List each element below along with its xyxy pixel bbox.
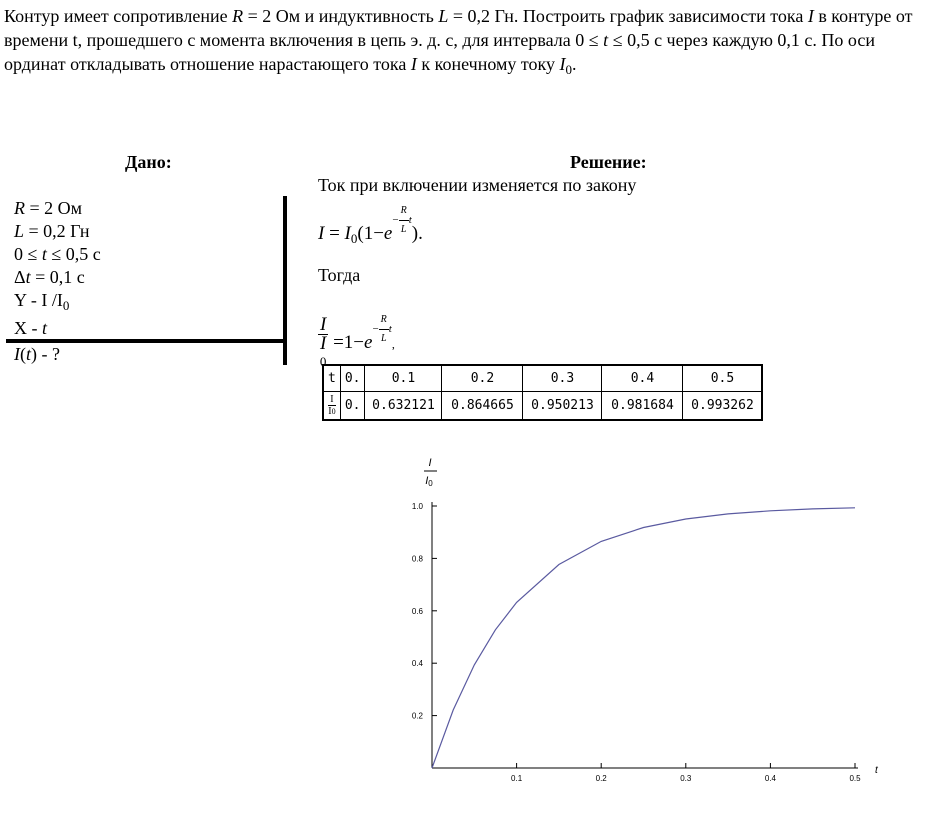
- table-head-ratio: [323, 392, 340, 421]
- table-cell: 0.632121: [365, 392, 442, 421]
- problem-text: Контур имеет сопротивление: [4, 6, 233, 26]
- y-axis-label: [424, 457, 437, 488]
- x-tick-label: 0.1: [511, 774, 523, 783]
- given-line: [14, 266, 101, 289]
- formula-symbol: I: [344, 223, 351, 245]
- y-tick-label: 0.2: [411, 711, 423, 721]
- formula-symbol: (1−: [357, 223, 384, 245]
- var-I: I: [14, 344, 20, 364]
- given-value: = 0,2 Гн: [24, 221, 90, 241]
- formula-symbol: I: [318, 223, 325, 245]
- frac-num: I: [320, 314, 327, 335]
- table-cell: 0.2: [442, 365, 523, 392]
- y-tick-label: 0.6: [411, 606, 423, 616]
- current-curve: [432, 508, 855, 768]
- given-value: Δ: [14, 267, 26, 287]
- given-line: [14, 220, 101, 243]
- subscript: 0: [331, 407, 336, 416]
- formula-symbol: I: [320, 333, 327, 354]
- current-ratio-chart: [380, 450, 900, 800]
- formula-symbol: =: [324, 223, 345, 245]
- table-head-t: t: [323, 365, 340, 392]
- exp-var: t: [408, 214, 412, 227]
- formula-ratio: [318, 313, 395, 371]
- table-cell: 0.5: [683, 365, 763, 392]
- problem-text: .: [572, 54, 577, 74]
- problem-text: ≤ 0,5 с через каждую 0,1 с. По оси ординат откладывать отношение нарастающего тока: [4, 30, 875, 74]
- given-value: 0 ≤: [14, 244, 42, 264]
- given-list: [14, 197, 101, 340]
- y-tick-label: 0.8: [411, 554, 423, 564]
- var-R: R: [232, 6, 244, 26]
- table-cell: 0.950213: [523, 392, 602, 421]
- solution-then: Тогда: [318, 265, 361, 285]
- problem-text: = 0,2 Гн. Построить график зависимости тока: [448, 6, 808, 26]
- var-L: L: [438, 6, 449, 26]
- given-value: ≤ 0,5 с: [46, 244, 101, 264]
- exponent: [372, 313, 392, 344]
- subscript: 0: [319, 354, 327, 369]
- exponent-sign: −: [392, 214, 399, 227]
- ratio-fraction: [318, 316, 328, 371]
- formula-current-law: [318, 205, 423, 255]
- var-I: I: [807, 6, 814, 26]
- exp-den: L: [380, 332, 387, 344]
- exp-num: R: [399, 202, 409, 221]
- x-tick-label: 0.5: [849, 774, 861, 783]
- given-value: (: [20, 344, 26, 364]
- given-line: [14, 289, 101, 317]
- given-line: [14, 317, 101, 340]
- given-header: Дано:: [125, 152, 172, 172]
- exponent-fraction: [379, 311, 389, 348]
- y-tick-label: 0.4: [411, 659, 423, 669]
- values-table-wrap: [322, 364, 763, 421]
- solution-intro: Ток при включении изменяется по закону: [318, 175, 637, 195]
- problem-text: к конечному току: [416, 54, 560, 74]
- values-table: [322, 364, 763, 421]
- exp-den: L: [400, 224, 407, 235]
- y-tick-label: 1.0: [411, 502, 423, 511]
- var-t: t: [25, 267, 31, 287]
- formula-symbol: =1−: [328, 331, 365, 353]
- var-t: t: [26, 344, 32, 364]
- y-label-num: I: [428, 457, 432, 469]
- frac-den: [328, 406, 336, 417]
- x-tick-label: 0.3: [680, 774, 692, 783]
- exp-var: t: [388, 322, 392, 335]
- table-row-ratio: [323, 392, 762, 421]
- exponent-fraction: [399, 202, 409, 239]
- given-line: [14, 197, 101, 220]
- formula-symbol: e: [383, 223, 393, 245]
- subscript: 0: [350, 231, 358, 247]
- formula-symbol: I: [328, 406, 332, 417]
- subscript: 0: [565, 62, 573, 77]
- y-label-den-sub: 0: [428, 479, 433, 488]
- exponent-sign: −: [372, 322, 379, 335]
- x-tick-label: 0.4: [764, 774, 776, 783]
- given-line: [14, 243, 101, 266]
- y-label-den: [425, 475, 433, 488]
- var-L: L: [14, 221, 25, 241]
- formula-symbol: ).: [411, 223, 423, 245]
- x-axis-label: t: [875, 765, 878, 776]
- var-R: R: [14, 198, 25, 218]
- table-cell: 0.: [340, 392, 365, 421]
- problem-statement: [4, 4, 929, 82]
- table-cell: 0.993262: [683, 392, 763, 421]
- table-cell: 0.981684: [602, 392, 683, 421]
- given-value: Y - I /I: [14, 290, 63, 310]
- table-row-t: [323, 365, 762, 392]
- subscript: 0: [62, 298, 70, 313]
- x-tick-label: 0.2: [595, 774, 607, 783]
- exponent: [392, 205, 412, 235]
- table-cell: 0.: [340, 365, 365, 392]
- solution-header: Решение:: [570, 152, 647, 172]
- find-line: [14, 343, 60, 366]
- table-cell: 0.4: [602, 365, 683, 392]
- var-t: t: [603, 30, 609, 50]
- problem-text: = 2 Ом и индуктивность: [243, 6, 439, 26]
- given-value: = 0,1 с: [30, 267, 85, 287]
- frac-num: I: [328, 394, 336, 406]
- var-t: t: [42, 318, 48, 338]
- problem-text: в контуре от времени t, прошедшего с момента включения в цепь э. д. с, для интервала 0 ≤: [4, 6, 913, 50]
- var-I0: I: [559, 54, 566, 74]
- y-label-den-base: I: [425, 475, 429, 487]
- var-t: t: [41, 244, 47, 264]
- given-value: ) - ?: [31, 344, 60, 364]
- var-I: I: [410, 54, 417, 74]
- table-cell: 0.864665: [442, 392, 523, 421]
- table-cell: 0.1: [365, 365, 442, 392]
- formula-symbol: ,: [391, 336, 395, 351]
- formula-symbol: e: [364, 331, 373, 353]
- table-cell: 0.3: [523, 365, 602, 392]
- exp-num: R: [379, 311, 389, 330]
- given-value: X -: [14, 318, 42, 338]
- given-value: = 2 Ом: [25, 198, 83, 218]
